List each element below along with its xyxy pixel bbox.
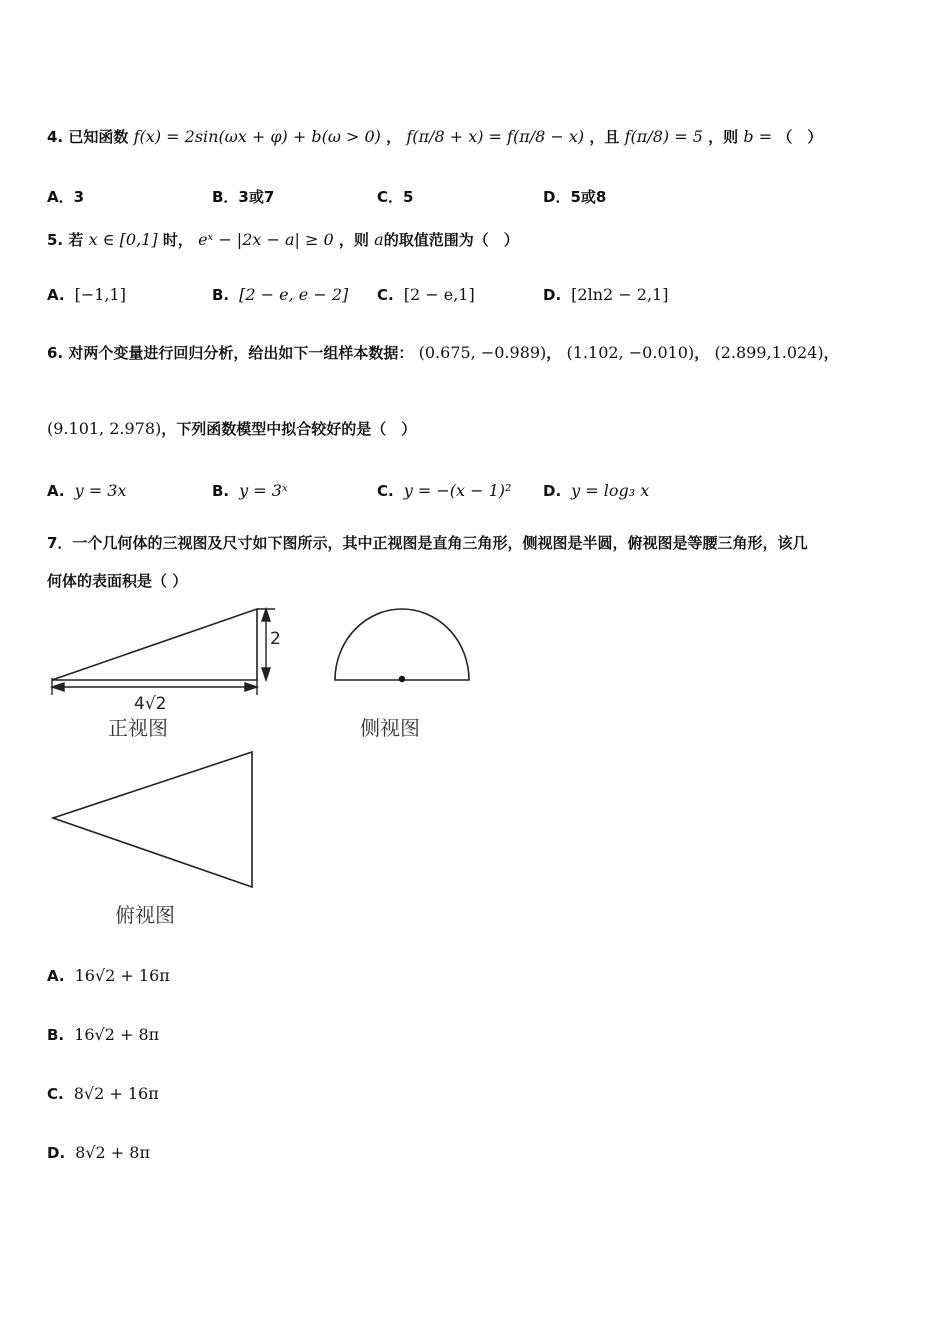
q7-stem-line2: 何体的表面积是（ ） bbox=[47, 572, 188, 590]
q5-inequality: eˣ − |2x − a| ≥ 0 bbox=[198, 230, 334, 249]
q4-answer-paren: （ ） bbox=[777, 128, 823, 146]
q7-option-c[interactable]: C. 8√2 + 16π bbox=[47, 1084, 159, 1103]
q7-option-b[interactable]: B. 16√2 + 8π bbox=[47, 1025, 160, 1044]
q5-option-a[interactable]: A. [−1,1] bbox=[47, 285, 126, 304]
q5-option-d[interactable]: D. [2ln2 − 2,1] bbox=[543, 285, 669, 304]
q6-point-3: (2.899,1.024) bbox=[714, 343, 824, 362]
q5-number: 5. bbox=[47, 231, 64, 249]
width-dimension-label: 4√2 bbox=[134, 694, 167, 714]
top-view-triangle bbox=[53, 752, 252, 887]
q4-ask: b = bbox=[743, 127, 773, 146]
q5-intro: 若 bbox=[68, 231, 84, 249]
q6-option-c[interactable]: C. y = −(x − 1)² bbox=[377, 481, 512, 500]
q4-function: f(x) = 2sin(ωx + φ) + b(ω > 0) bbox=[133, 127, 381, 146]
q5-option-c[interactable]: C. [2 − e,1] bbox=[377, 285, 475, 304]
top-view-caption: 俯视图 bbox=[115, 903, 175, 927]
q6-option-d[interactable]: D. y = log₃ x bbox=[543, 481, 650, 500]
q6-tail: ，下列函数模型中拟合较好的是（ ） bbox=[161, 420, 417, 438]
q5-stem bbox=[47, 229, 519, 250]
q7-option-d[interactable]: D. 8√2 + 8π bbox=[47, 1143, 150, 1162]
q4-option-c[interactable]: C．5 bbox=[377, 188, 414, 206]
q5-domain: x ∈ [0,1] bbox=[88, 230, 158, 249]
front-view-caption: 正视图 bbox=[108, 716, 168, 740]
q5-mid: 时， bbox=[162, 231, 193, 249]
height-dimension-line bbox=[257, 609, 275, 680]
q4-value-condition: f(π/8) = 5 bbox=[624, 127, 703, 146]
q7-option-a[interactable]: A. 16√2 + 16π bbox=[47, 966, 170, 985]
q6-option-b[interactable]: B. y = 3ˣ bbox=[212, 481, 288, 500]
q5-tail: ，则 bbox=[338, 231, 369, 249]
width-dimension-line bbox=[52, 678, 257, 695]
q6-point-2: (1.102, −0.010) bbox=[566, 343, 695, 362]
q5-option-b[interactable]: B. [2 − e, e − 2] bbox=[212, 285, 349, 304]
q6-intro: 对两个变量进行回归分析，给出如下一组样本数据： bbox=[68, 344, 414, 362]
side-view-semicircle bbox=[335, 609, 469, 680]
side-view-caption: 侧视图 bbox=[360, 716, 420, 740]
q4-stem bbox=[47, 126, 822, 147]
q4-intro: 已知函数 bbox=[68, 128, 129, 146]
q5-tail2: 的取值范围为（ ） bbox=[383, 231, 519, 249]
q4-sep1: ， bbox=[386, 128, 402, 146]
q6-stem: 6. 对两个变量进行回归分析，给出如下一组样本数据： (0.675, −0.989)， (1.102, −0.010)， (2.899,1.024)， bbox=[47, 343, 839, 362]
side-view-center-dot bbox=[399, 676, 405, 682]
q6-point-4: (9.101, 2.978) bbox=[47, 419, 162, 438]
q4-option-b[interactable]: B．3或7 bbox=[212, 188, 275, 206]
q4-option-a[interactable]: A．3 bbox=[47, 188, 85, 206]
q6-number: 6. bbox=[47, 344, 64, 362]
q7-stem-line1: 7．一个几何体的三视图及尺寸如下图所示，其中正视图是直角三角形，侧视图是半圆，俯视图是等腰三角形，该几 bbox=[47, 534, 808, 552]
q5-variable: a bbox=[374, 230, 384, 249]
height-dimension-label: 2 bbox=[270, 629, 281, 649]
q4-tail: ，则 bbox=[708, 128, 739, 146]
q4-sep2: ，且 bbox=[589, 128, 620, 146]
q4-number: 4. bbox=[47, 128, 64, 146]
q6-point-1: (0.675, −0.989) bbox=[418, 343, 547, 362]
q6-stem-line2 bbox=[47, 418, 416, 439]
q6-option-a[interactable]: A. y = 3x bbox=[47, 481, 127, 500]
front-view-triangle bbox=[52, 609, 257, 680]
q4-symmetry-condition: f(π/8 + x) = f(π/8 − x) bbox=[406, 127, 585, 146]
q4-option-d[interactable]: D．5或8 bbox=[543, 188, 607, 206]
